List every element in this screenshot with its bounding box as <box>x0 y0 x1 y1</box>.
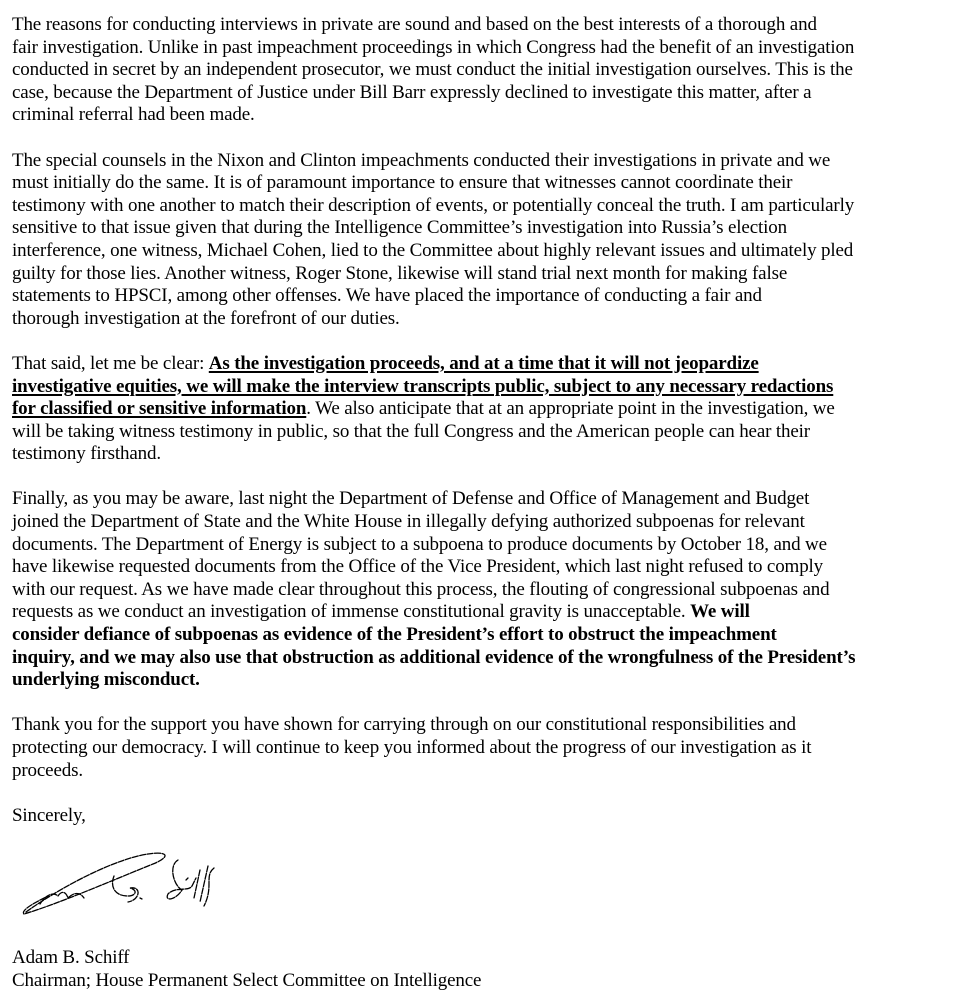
text-line: protecting our democracy. I will continue to keep you informed about the progress of our investigation as it <box>12 737 812 758</box>
text-line <box>12 376 978 399</box>
text-line: criminal referral had been made. <box>12 104 255 126</box>
text-line: proceeds. <box>12 759 83 781</box>
text-line <box>12 601 978 624</box>
text-line <box>12 398 978 421</box>
text-line <box>12 669 978 692</box>
text-line: interference, one witness, Michael Cohen, lied to the Committee about highly relevant issues and ultimately pled <box>12 239 854 261</box>
text-segment: . We also anticipate that at an appropriate point in the investigation, we <box>306 398 835 420</box>
closing-salutation <box>12 805 978 828</box>
emphasized-text: consider defiance of subpoenas as evidence of the President’s effort to obstruct the impeachment <box>12 624 777 646</box>
text-line: documents. The Department of Energy is subject to a subpoena to produce documents by October 18, and we <box>12 533 827 555</box>
text-line: conducted in secret by an independent prosecutor, we must conduct the initial investigation ourselves. This is the <box>12 59 853 81</box>
text-line: will be taking witness testimony in public, so that the full Congress and the American people can hear their <box>12 420 810 442</box>
text-line <box>12 647 978 670</box>
text-line: case, because the Department of Justice under Bill Barr expressly declined to investigate this matter, after a <box>12 81 812 103</box>
emphasized-text: investigative equities, we will make the interview transcripts public, subject to any necessary redactions <box>12 375 834 397</box>
text-segment: That said, let me be clear: <box>12 352 209 374</box>
emphasized-text: underlying misconduct. <box>12 669 200 691</box>
text-line: joined the Department of State and the White House in illegally defying authorized subpoenas for relevant <box>12 511 805 533</box>
text-line: sensitive to that issue given that during the Intelligence Committee’s investigation into Russia’s election <box>12 217 787 239</box>
text-line: with our request. As we have made clear throughout this process, the flouting of congressional subpoenas and <box>12 578 830 600</box>
text-line: Finally, as you may be aware, last night the Department of Defense and Office of Management and Budget <box>12 488 810 510</box>
text-line: must initially do the same. It is of paramount importance to ensure that witnesses cannot coordinate their <box>12 172 793 194</box>
text-line: Sincerely, <box>12 804 86 826</box>
handwritten-signature <box>18 846 228 918</box>
text-line: fair investigation. Unlike in past impeachment proceedings in which Congress had the benefit of an investigation <box>12 36 855 58</box>
signer-title: Chairman; House Permanent Select Committee on Intelligence <box>12 970 482 991</box>
emphasized-text: inquiry, and we may also use that obstruction as additional evidence of the wrongfulness of the President’s <box>12 646 856 668</box>
emphasized-text: We will <box>690 601 750 623</box>
signer-name: Adam B. Schiff <box>12 947 130 968</box>
text-line <box>12 624 978 647</box>
letter-body <box>12 14 978 850</box>
text-line: The special counsels in the Nixon and Clinton impeachments conducted their investigations in private and we <box>12 149 831 171</box>
text-line: testimony with one another to match their description of events, or potentially conceal the truth. I am particularly <box>12 194 855 216</box>
text-segment: requests as we conduct an investigation of immense constitutional gravity is unacceptable. <box>12 601 691 623</box>
text-line: guilty for those lies. Another witness, Roger Stone, likewise will stand trial next month for making false <box>12 262 788 284</box>
emphasized-text: for classified or sensitive information <box>12 398 307 420</box>
paragraph <box>12 14 978 127</box>
text-line: have likewise requested documents from the Office of the Vice President, which last night refused to comply <box>12 556 824 578</box>
text-line: statements to HPSCI, among other offenses. We have placed the importance of conducting a fair and <box>12 285 762 307</box>
emphasized-text: As the investigation proceeds, and at a time that it will not jeopardize <box>208 352 759 374</box>
text-line <box>12 353 978 376</box>
text-line: thorough investigation at the forefront of our duties. <box>12 307 400 329</box>
paragraph <box>12 150 978 331</box>
paragraph <box>12 488 978 691</box>
paragraph <box>12 714 978 782</box>
text-line: The reasons for conducting interviews in private are sound and based on the best interests of a thorough and <box>12 14 817 35</box>
text-line: Thank you for the support you have shown for carrying through on our constitutional responsibilities and <box>12 714 796 736</box>
paragraph <box>12 353 978 466</box>
text-line: testimony firsthand. <box>12 443 161 465</box>
